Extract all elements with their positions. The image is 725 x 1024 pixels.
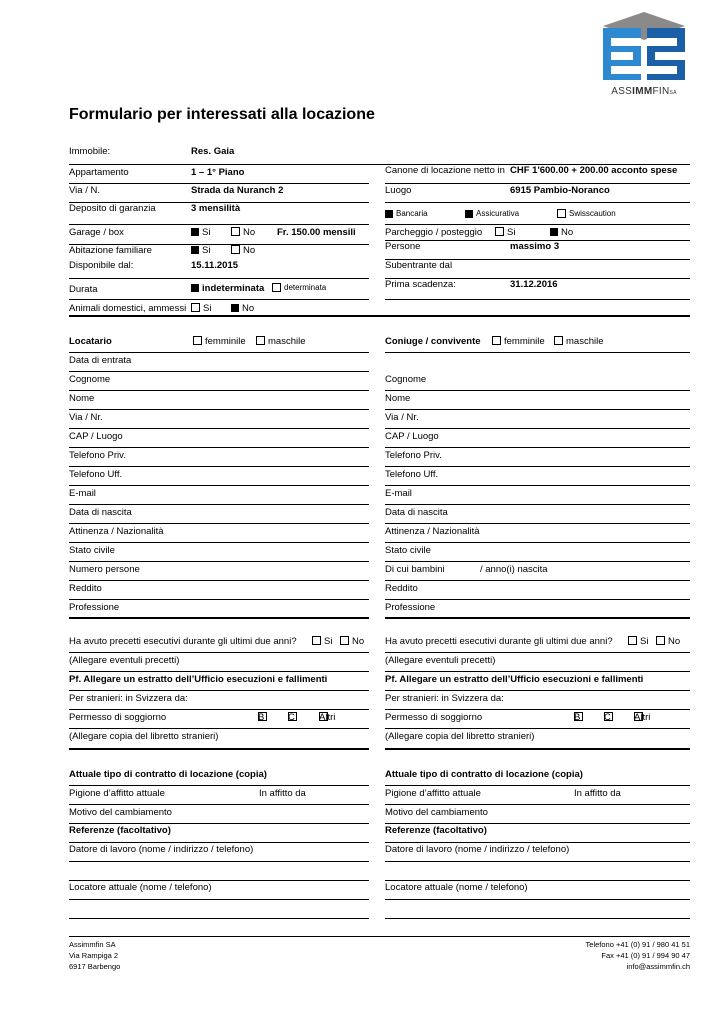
animali-no-checkbox[interactable]: [231, 304, 239, 312]
deposito-row: Deposito di garanzia 3 mensilità: [69, 203, 369, 225]
locatario-field[interactable]: [69, 372, 369, 391]
precetti-row-left: Ha avuto precetti esecutivi durante gli ultimi due anni? Si No: [69, 634, 369, 653]
locatore-right: Locatore attuale (nome / telefono): [385, 881, 690, 900]
bancaria-checkbox[interactable]: [385, 210, 393, 218]
garage-row: Garage / box Si No Fr. 150.00 mensili: [69, 225, 369, 245]
parcheggio-si-checkbox[interactable]: [495, 227, 504, 236]
field-label: Telefono Priv.: [69, 450, 126, 461]
locatario-maschile-checkbox[interactable]: [256, 336, 265, 345]
canone-row: Canone di locazione netto in CHF 1'600.00 + 200.00 acconto spese: [385, 165, 690, 184]
abitazione-no-checkbox[interactable]: [231, 245, 240, 254]
field-label: Stato civile: [385, 545, 431, 556]
anno-nascita-label: / anno(i) nascita: [480, 564, 548, 575]
datore-left: Datore di lavoro (nome / indirizzo / telefono): [69, 843, 369, 862]
animali-si-checkbox[interactable]: [191, 303, 200, 312]
field-label: Telefono Uff.: [385, 469, 439, 480]
locatario-field[interactable]: [69, 429, 369, 448]
footer-contacts: Telefono +41 (0) 91 / 980 41 51 Fax +41 (0) 91 / 994 90 47 info@assimmfin.ch: [585, 940, 690, 971]
estratto-right: Pf. Allegare un estratto dell’Ufficio esecuzioni e fallimenti: [385, 672, 690, 691]
datore-blank-left[interactable]: [69, 862, 369, 881]
locatario-field[interactable]: [69, 524, 369, 543]
estratto-left: Pf. Allegare un estratto dell’Ufficio esecuzioni e fallimenti: [69, 672, 369, 691]
assicurativa-checkbox[interactable]: [465, 210, 473, 218]
motivo-left: Motivo del cambiamento: [69, 805, 369, 824]
field-label: E-mail: [69, 488, 96, 499]
coniuge-field[interactable]: [385, 486, 690, 505]
animali-row: Animali domestici, ammessi Si No: [69, 300, 690, 317]
prima-scadenza-row: Prima scadenza: 31.12.2016: [385, 279, 690, 300]
allegare-precetti-left: (Allegare eventuli precetti): [69, 653, 369, 672]
field-label: Attinenza / Nazionalità: [385, 526, 480, 537]
stranieri-left: Per stranieri: in Svizzera da:: [69, 691, 369, 710]
coniuge-femminile-checkbox[interactable]: [492, 336, 501, 345]
luogo-row: Luogo 6915 Pambio-Noranco: [385, 184, 690, 203]
durata-row: Durata indeterminata determinata: [69, 279, 369, 300]
contratto-tipo-right: Attuale tipo di contratto di locazione (copia): [385, 767, 690, 786]
coniuge-field[interactable]: [385, 600, 690, 619]
locatario-header-row: Locatario femminile maschile: [69, 334, 369, 353]
footer-address: Assimmfin SA Via Rampiga 2 6917 Barbengo: [69, 940, 121, 971]
locatario-field[interactable]: [69, 505, 369, 524]
referenze-left: Referenze (facoltativo): [69, 824, 369, 843]
immobile-row: Immobile: Res. Gaia: [69, 146, 690, 165]
contratto-tipo-left: Attuale tipo di contratto di locazione (copia): [69, 767, 369, 786]
field-label: Numero persone: [69, 564, 140, 575]
locatario-field[interactable]: [69, 581, 369, 600]
locatario-field[interactable]: [69, 562, 369, 581]
field-label: Nome: [69, 393, 95, 404]
determinata-checkbox[interactable]: [272, 283, 281, 292]
logo-wordmark: ASSIMMFINSA: [611, 86, 677, 97]
locatore-blank-left[interactable]: [69, 900, 369, 919]
locatario-field[interactable]: [69, 353, 369, 372]
datore-blank-right[interactable]: [385, 862, 690, 881]
permesso-row-left: Permesso di soggiorno B C Altri: [69, 710, 369, 729]
coniuge-field[interactable]: [385, 410, 690, 429]
field-label: Via / Nr.: [385, 412, 419, 423]
allegare-precetti-right: (Allegare eventuli precetti): [385, 653, 690, 672]
field-label: Attinenza / Nazionalità: [69, 526, 164, 537]
field-label: Di cui bambini: [385, 564, 445, 575]
stranieri-right: Per stranieri: in Svizzera da:: [385, 691, 690, 710]
precetti-no-checkbox-right[interactable]: [656, 636, 665, 645]
disponibile-row: Disponibile dal: 15.11.2015: [69, 260, 369, 279]
field-label: CAP / Luogo: [385, 431, 439, 442]
locatore-blank-right[interactable]: [385, 900, 690, 919]
coniuge-header-row: Coniuge / convivente femminile maschile: [385, 334, 690, 353]
parcheggio-row: Parcheggio / posteggio Si No: [385, 225, 690, 241]
field-label: Data di nascita: [69, 507, 132, 518]
motivo-right: Motivo del cambiamento: [385, 805, 690, 824]
locatario-field[interactable]: [69, 543, 369, 562]
locatario-femminile-checkbox[interactable]: [193, 336, 202, 345]
coniuge-field[interactable]: [385, 543, 690, 562]
coniuge-field[interactable]: [385, 581, 690, 600]
coniuge-maschile-checkbox[interactable]: [554, 336, 563, 345]
field-label: Data di nascita: [385, 507, 448, 518]
locatore-left: Locatore attuale (nome / telefono): [69, 881, 369, 900]
swisscaution-checkbox[interactable]: [557, 209, 566, 218]
coniuge-field[interactable]: [385, 562, 690, 581]
field-label: Nome: [385, 393, 411, 404]
pigione-row-left: Pigione d’affitto attuale In affitto da: [69, 786, 369, 805]
libretto-right: (Allegare copia del libretto stranieri): [385, 729, 690, 750]
libretto-left: (Allegare copia del libretto stranieri): [69, 729, 369, 750]
precetti-si-checkbox-right[interactable]: [628, 636, 637, 645]
precetti-row-right: Ha avuto precetti esecutivi durante gli ultimi due anni? Si No: [385, 634, 690, 653]
garage-no-checkbox[interactable]: [231, 227, 240, 236]
appartamento-row: Appartamento 1 – 1° Piano: [69, 165, 369, 184]
locatario-field[interactable]: [69, 600, 369, 619]
coniuge-field[interactable]: [385, 372, 690, 391]
garage-si-checkbox[interactable]: [191, 228, 199, 236]
locatario-field[interactable]: [69, 467, 369, 486]
field-label: Stato civile: [69, 545, 115, 556]
page-title: Formulario per interessati alla locazione: [69, 106, 375, 123]
field-label: E-mail: [385, 488, 412, 499]
field-label: Telefono Uff.: [69, 469, 123, 480]
field-label: Via / Nr.: [69, 412, 103, 423]
field-label: Cognome: [385, 374, 427, 385]
locatario-field[interactable]: [69, 448, 369, 467]
parcheggio-no-checkbox[interactable]: [550, 228, 558, 236]
locatario-field[interactable]: [69, 486, 369, 505]
field-label: Reddito: [69, 583, 102, 594]
locatario-field[interactable]: [69, 410, 369, 429]
coniuge-field[interactable]: [385, 467, 690, 486]
coniuge-field[interactable]: [385, 448, 690, 467]
field-label: Professione: [69, 602, 120, 613]
via-row: Via / N. Strada da Nuranch 2: [69, 184, 369, 203]
field-label: Telefono Priv.: [385, 450, 442, 461]
logo-mark-icon: [598, 12, 690, 84]
indeterminata-checkbox[interactable]: [191, 284, 199, 292]
referenze-right: Referenze (facoltativo): [385, 824, 690, 843]
field-label: Cognome: [69, 374, 111, 385]
persone-row: Persone massimo 3: [385, 241, 690, 260]
field-label: Reddito: [385, 583, 418, 594]
abitazione-row: Abitazione familiare Si No: [69, 245, 256, 256]
coniuge-field[interactable]: [385, 524, 690, 543]
company-logo: [598, 12, 690, 102]
precetti-si-checkbox-left[interactable]: [312, 636, 321, 645]
locatario-field[interactable]: [69, 391, 369, 410]
garanzia-type-row: Bancaria Assicurativa Swisscaution: [385, 203, 690, 225]
abitazione-si-checkbox[interactable]: [191, 246, 199, 254]
field-label: CAP / Luogo: [69, 431, 123, 442]
permesso-row-right: Permesso di soggiorno B C Altri: [385, 710, 690, 729]
coniuge-field[interactable]: [385, 391, 690, 410]
coniuge-field[interactable]: [385, 429, 690, 448]
coniuge-field[interactable]: [385, 505, 690, 524]
footer-divider: [69, 936, 690, 937]
precetti-no-checkbox-left[interactable]: [340, 636, 349, 645]
pigione-row-right: Pigione d’affitto attuale In affitto da: [385, 786, 690, 805]
datore-right: Datore di lavoro (nome / indirizzo / telefono): [385, 843, 690, 862]
field-label: Professione: [385, 602, 436, 613]
field-label: Data di entrata: [69, 355, 132, 366]
subentrante-row: Subentrante dal: [385, 260, 690, 279]
